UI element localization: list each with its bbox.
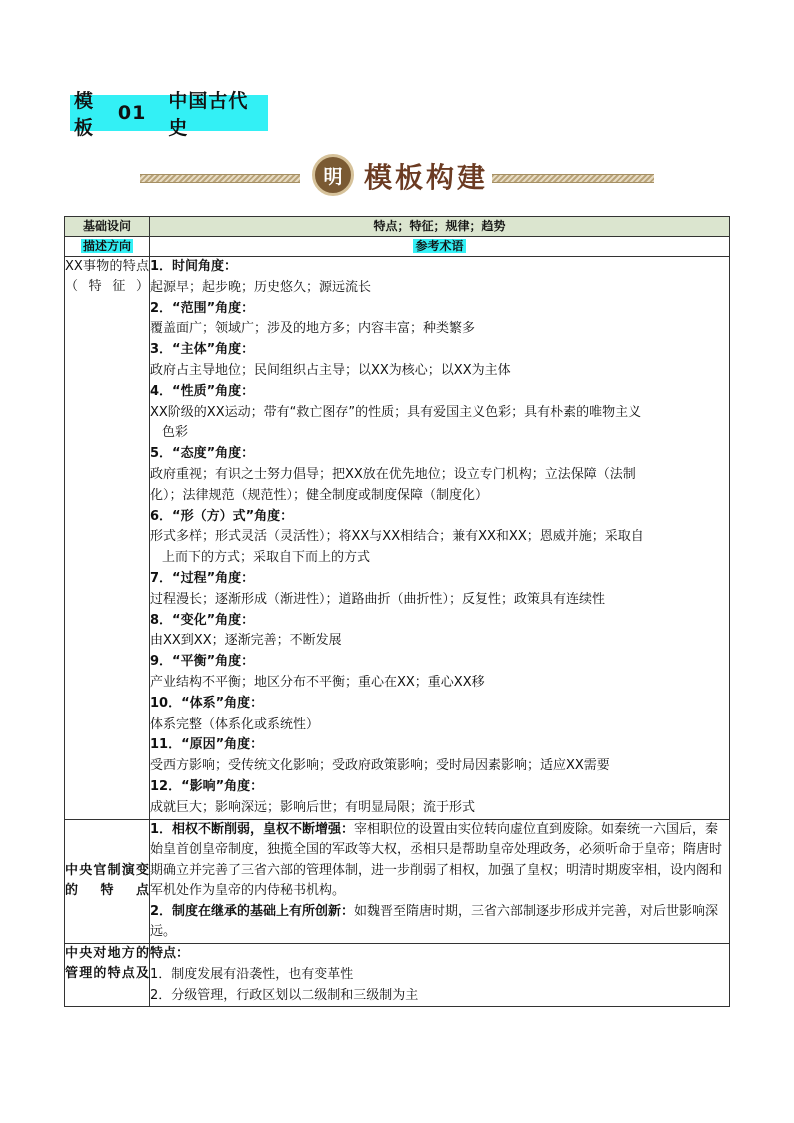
table-row [65, 819, 730, 944]
content-heading: 1．时间角度： [150, 259, 238, 274]
content-line: 2．分级管理，行政区划以二级制和三级制为主 [150, 987, 419, 1003]
row-content [150, 944, 730, 1007]
content-heading: 11．“原因”角度： [150, 737, 264, 753]
content-heading: 3．“主体”角度： [150, 342, 255, 358]
content-heading: 8．“变化”角度： [150, 612, 255, 628]
content-heading: 10．“体系”角度： [150, 695, 264, 711]
title-number: 01 [117, 102, 147, 124]
section-banner [140, 152, 654, 202]
table-header-row [65, 217, 730, 237]
content-line: 色彩 [162, 425, 189, 441]
content-line: 起源早；起步晚；历史悠久；源远流长 [150, 279, 372, 295]
row-content [150, 257, 730, 820]
paragraph-body: 如魏晋至隋唐时期，三省六部制逐步形成并完善，对后世影响深远。 [150, 903, 719, 940]
content-line: 政府占主导地位；民间组织占主导；以XX为核心；以XX为主体 [150, 362, 511, 378]
content-line: 上而下的方式；采取自下而上的方式 [162, 550, 371, 566]
table-row [65, 257, 730, 820]
banner-seal-text: 明 [323, 165, 343, 188]
content-paragraph [150, 820, 729, 902]
template-table [64, 216, 730, 1007]
content-line: 受西方影响；受传统文化影响；受政府政策影响；受时局因素影响；适应XX需要 [150, 758, 610, 774]
content-line: 成就巨大；影响深远；影响后世；有明显局限；流于形式 [150, 799, 476, 815]
content-heading: 4．“性质”角度： [150, 383, 255, 399]
content-heading: 特点： [150, 946, 190, 962]
content-line: 化）；法律规范（规范性）；健全制度或制度保障（制度化） [150, 487, 489, 503]
content-line: 产业结构不平衡；地区分布不平衡；重心在XX；重心XX移 [150, 674, 485, 690]
subheader-col1-text: 描述方向 [82, 239, 131, 253]
row-label: XX事物的特点（特征） [65, 257, 150, 820]
header-col1: 基础设问 [65, 217, 150, 237]
row-label: 中央官制演变的特点 [65, 819, 150, 944]
title-prefix: 模板 [74, 90, 95, 139]
row-content [150, 819, 730, 944]
content-heading: 9．“平衡”角度： [150, 654, 255, 670]
paragraph-body: 宰相职位的设置由实位转向虚位直到废除。如秦统一六国后，秦始皇首创皇帝制度，独揽全国的军政等大权，丞相只是帮助皇帝处理政务，必须听命于皇帝；隋唐时期确立并完善了三省六部的管理体制，进一步削弱了相权，加强了皇权；明清时期废宰相，设内阁和军机处作为皇帝的内侍秘书机构。 [150, 821, 723, 899]
content-line: 1．制度发展有沿袭性，也有变革性 [150, 966, 354, 982]
paragraph-lead: 2．制度在继承的基础上有所创新： [150, 903, 355, 919]
banner-divider-right [492, 174, 654, 183]
table-row [65, 944, 730, 1007]
content-heading: 5．“态度”角度： [150, 446, 255, 462]
banner-seal-icon [312, 154, 354, 196]
subheader-col1 [65, 237, 150, 257]
subheader-col2 [150, 237, 730, 257]
content-paragraph [150, 902, 729, 943]
page-title [70, 90, 268, 139]
row-label: 中央对地方的管理的特点及 [65, 944, 150, 1007]
content-line: 由XX到XX；逐渐完善；不断发展 [150, 633, 342, 649]
content-line: 过程漫长；逐渐形成（渐进性）；道路曲折（曲折性）；反复性；政策具有连续性 [150, 591, 606, 607]
content-heading: 7．“过程”角度： [150, 570, 255, 586]
subheader-col2-text: 参考术语 [415, 239, 464, 253]
banner-heading: 模板构建 [364, 161, 489, 194]
content-heading: 2．“范围”角度： [150, 300, 255, 316]
content-line: 政府重视；有识之士努力倡导；把XX放在优先地位；设立专门机构；立法保障（法制 [150, 466, 636, 482]
content-line: 形式多样；形式灵活（灵活性）；将XX与XX相结合；兼有XX和XX；恩威并施；采取自 [150, 529, 644, 545]
content-heading: 12．“影响”角度： [150, 778, 264, 794]
banner-divider-left [140, 174, 300, 183]
title-text: 中国古代史 [168, 90, 249, 139]
paragraph-lead: 1．相权不断削弱，皇权不断增强： [150, 821, 355, 837]
content-heading: 6．“形（方）式”角度： [150, 508, 294, 524]
content-line: 覆盖面广；领域广；涉及的地方多；内容丰富；种类繁多 [150, 321, 476, 337]
header-col2: 特点；特征；规律；趋势 [150, 217, 730, 237]
table-subheader-row [65, 237, 730, 257]
content-line: XX阶级的XX运动；带有“救亡图存”的性质；具有爱国主义色彩；具有朴素的唯物主义 [150, 404, 642, 420]
content-line: 体系完整（体系化或系统性） [150, 716, 320, 732]
